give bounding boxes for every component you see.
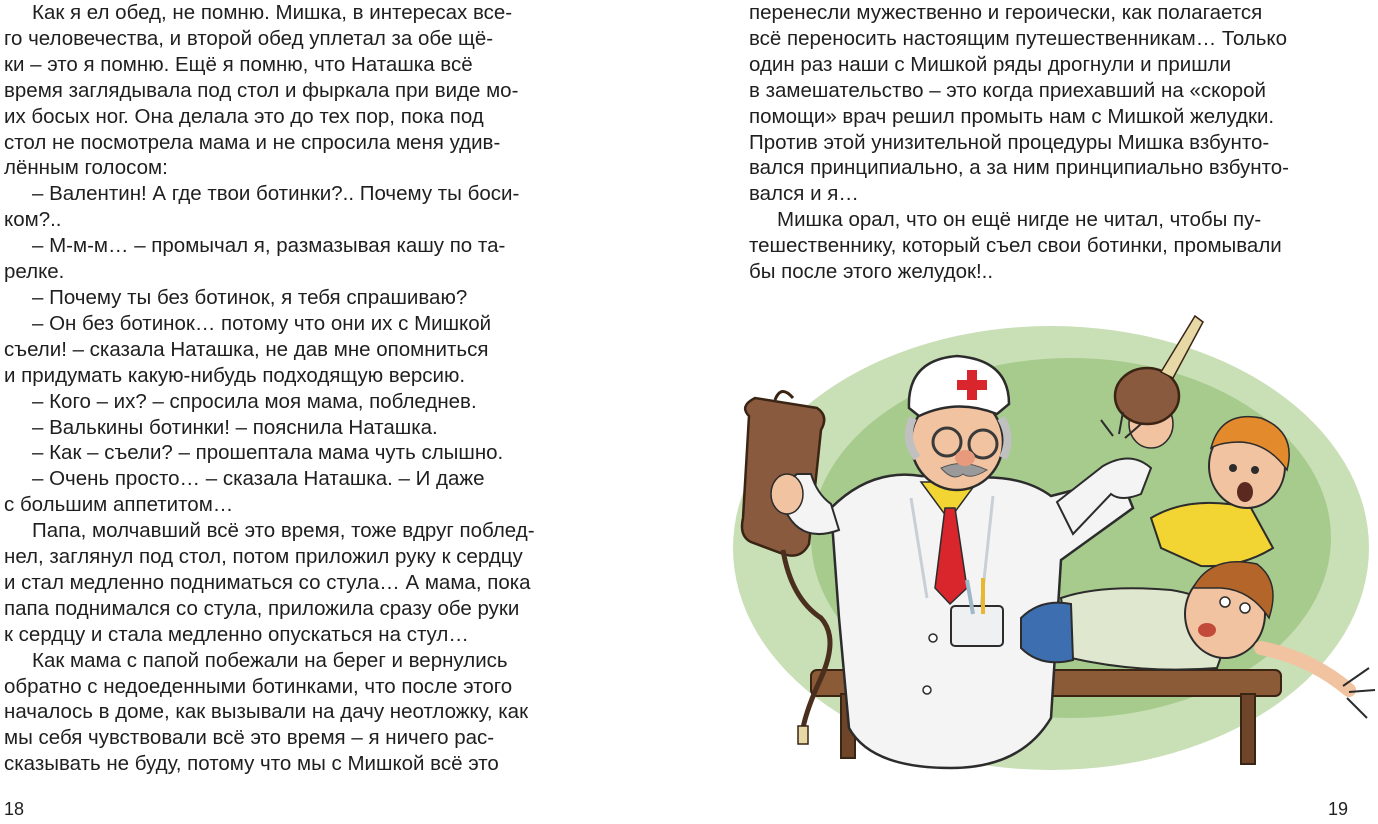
left-page-text <box>4 0 606 777</box>
text-line: к сердцу и стала медленно опускаться на стул… <box>4 622 469 646</box>
text-line: Папа, молчавший всё это время, тоже вдруг поблед- <box>32 519 535 543</box>
coat-button <box>923 686 931 694</box>
text-line: Мишка орал, что он ещё нигде не читал, чтобы пу- <box>777 208 1262 232</box>
doctor-hand-left <box>771 474 803 514</box>
text-line: Как мама с папой побежали на берег и вернулись <box>32 648 508 672</box>
boy-lying-mouth <box>1198 623 1216 637</box>
text-line: с большим аппетитом… <box>4 493 234 517</box>
text-line: помощи» врач решил промыть нам с Мишкой желудки. <box>749 104 1275 128</box>
boy-top-eye <box>1251 466 1259 474</box>
right-page <box>690 0 1378 824</box>
text-line: – Валькины ботинки! – пояснила Наташка. <box>32 415 438 439</box>
left-page <box>0 0 680 824</box>
text-line: – Очень просто… – сказала Наташка. – И даже <box>32 467 485 491</box>
text-line: время заглядывала под стол и фыркала при виде мо- <box>4 78 519 102</box>
text-line: Против этой унизительной процедуры Мишка взбунто- <box>749 130 1270 154</box>
boy-lying-eye <box>1240 603 1250 613</box>
text-line: вался принципиально, а за ним принципиально взбунто- <box>749 156 1289 180</box>
right-page-text <box>749 0 1351 285</box>
text-line: – Валентин! А где твои ботинки?.. Почему ты боси- <box>32 182 520 206</box>
text-line: тешественнику, который съел свои ботинки, промывали <box>749 234 1282 258</box>
text-line: их босых ног. Она делала это до тех пор, пока под <box>4 104 484 128</box>
text-line: и придумать какую-нибудь подходящую версию. <box>4 363 466 387</box>
text-line: – Он без ботинок… потому что они их с Мишкой <box>32 311 492 335</box>
text-line: сказывать не буду, потому что мы с Мишкой всё это <box>4 752 499 776</box>
tube-nozzle <box>798 726 808 744</box>
text-line: лённым голосом: <box>4 156 168 180</box>
text-line: – Почему ты без ботинок, я тебя спрашиваю? <box>32 285 468 309</box>
text-line: ки – это я помню. Ещё я помню, что Наташка всё <box>4 52 473 76</box>
doctor-illustration <box>721 298 1378 778</box>
text-line: – Кого – их? – спросила моя мама, побледнев. <box>32 389 477 413</box>
text-line: стол не посмотрела мама и не спросила меня удив- <box>4 130 501 154</box>
page-number: 18 <box>4 799 25 819</box>
boy-top-mouth <box>1237 482 1253 502</box>
text-line: началось в доме, как вызывали на дачу неотложку, как <box>4 700 529 724</box>
text-line: мы себя чувствовали всё это время – я ничего рас- <box>4 726 495 750</box>
text-line: перенесли мужественно и героически, как полагается <box>749 1 1263 24</box>
boy-jeans <box>1021 603 1073 663</box>
table-leg <box>1241 694 1255 764</box>
doctor-nose <box>955 450 975 466</box>
text-line: всё переносить настоящим путешественникам… Только <box>749 26 1288 50</box>
bag-hook <box>775 391 793 400</box>
text-line: – Как – съели? – прошептала мама чуть слышно. <box>32 441 504 465</box>
coat-pocket <box>951 606 1003 646</box>
text-line: съели! – сказала Наташка, не дав мне опомниться <box>4 337 489 361</box>
text-line: папа поднимался со стула, приложила сразу обе руки <box>4 596 520 620</box>
text-line: вался и я… <box>749 182 859 206</box>
boy-top-eye <box>1229 464 1237 472</box>
text-line: релке. <box>4 260 65 284</box>
text-line: – М-м-м… – промычал я, размазывая кашу по та- <box>32 234 506 258</box>
text-line: в замешательство – это когда приехавший на «скорой <box>749 78 1266 102</box>
text-line: и стал медленно подниматься со стула… А мама, пока <box>4 570 531 594</box>
text-line: ком?.. <box>4 208 62 232</box>
text-line: Как я ел обед, не помню. Мишка, в интересах все- <box>32 1 513 24</box>
text-line: го человечества, и второй обед уплетал за обе щё- <box>4 26 494 50</box>
text-line: бы после этого желудок!.. <box>749 260 994 284</box>
boy-lying-eye <box>1220 597 1230 607</box>
coat-button <box>929 634 937 642</box>
text-line: обратно с недоеденными ботинками, что после этого <box>4 674 513 698</box>
page-number: 19 <box>1328 799 1349 819</box>
text-line: один раз наши с Мишкой ряды дрогнули и пришли <box>749 52 1232 76</box>
text-line: нел, заглянул под стол, потом приложил руку к сердцу <box>4 545 523 569</box>
